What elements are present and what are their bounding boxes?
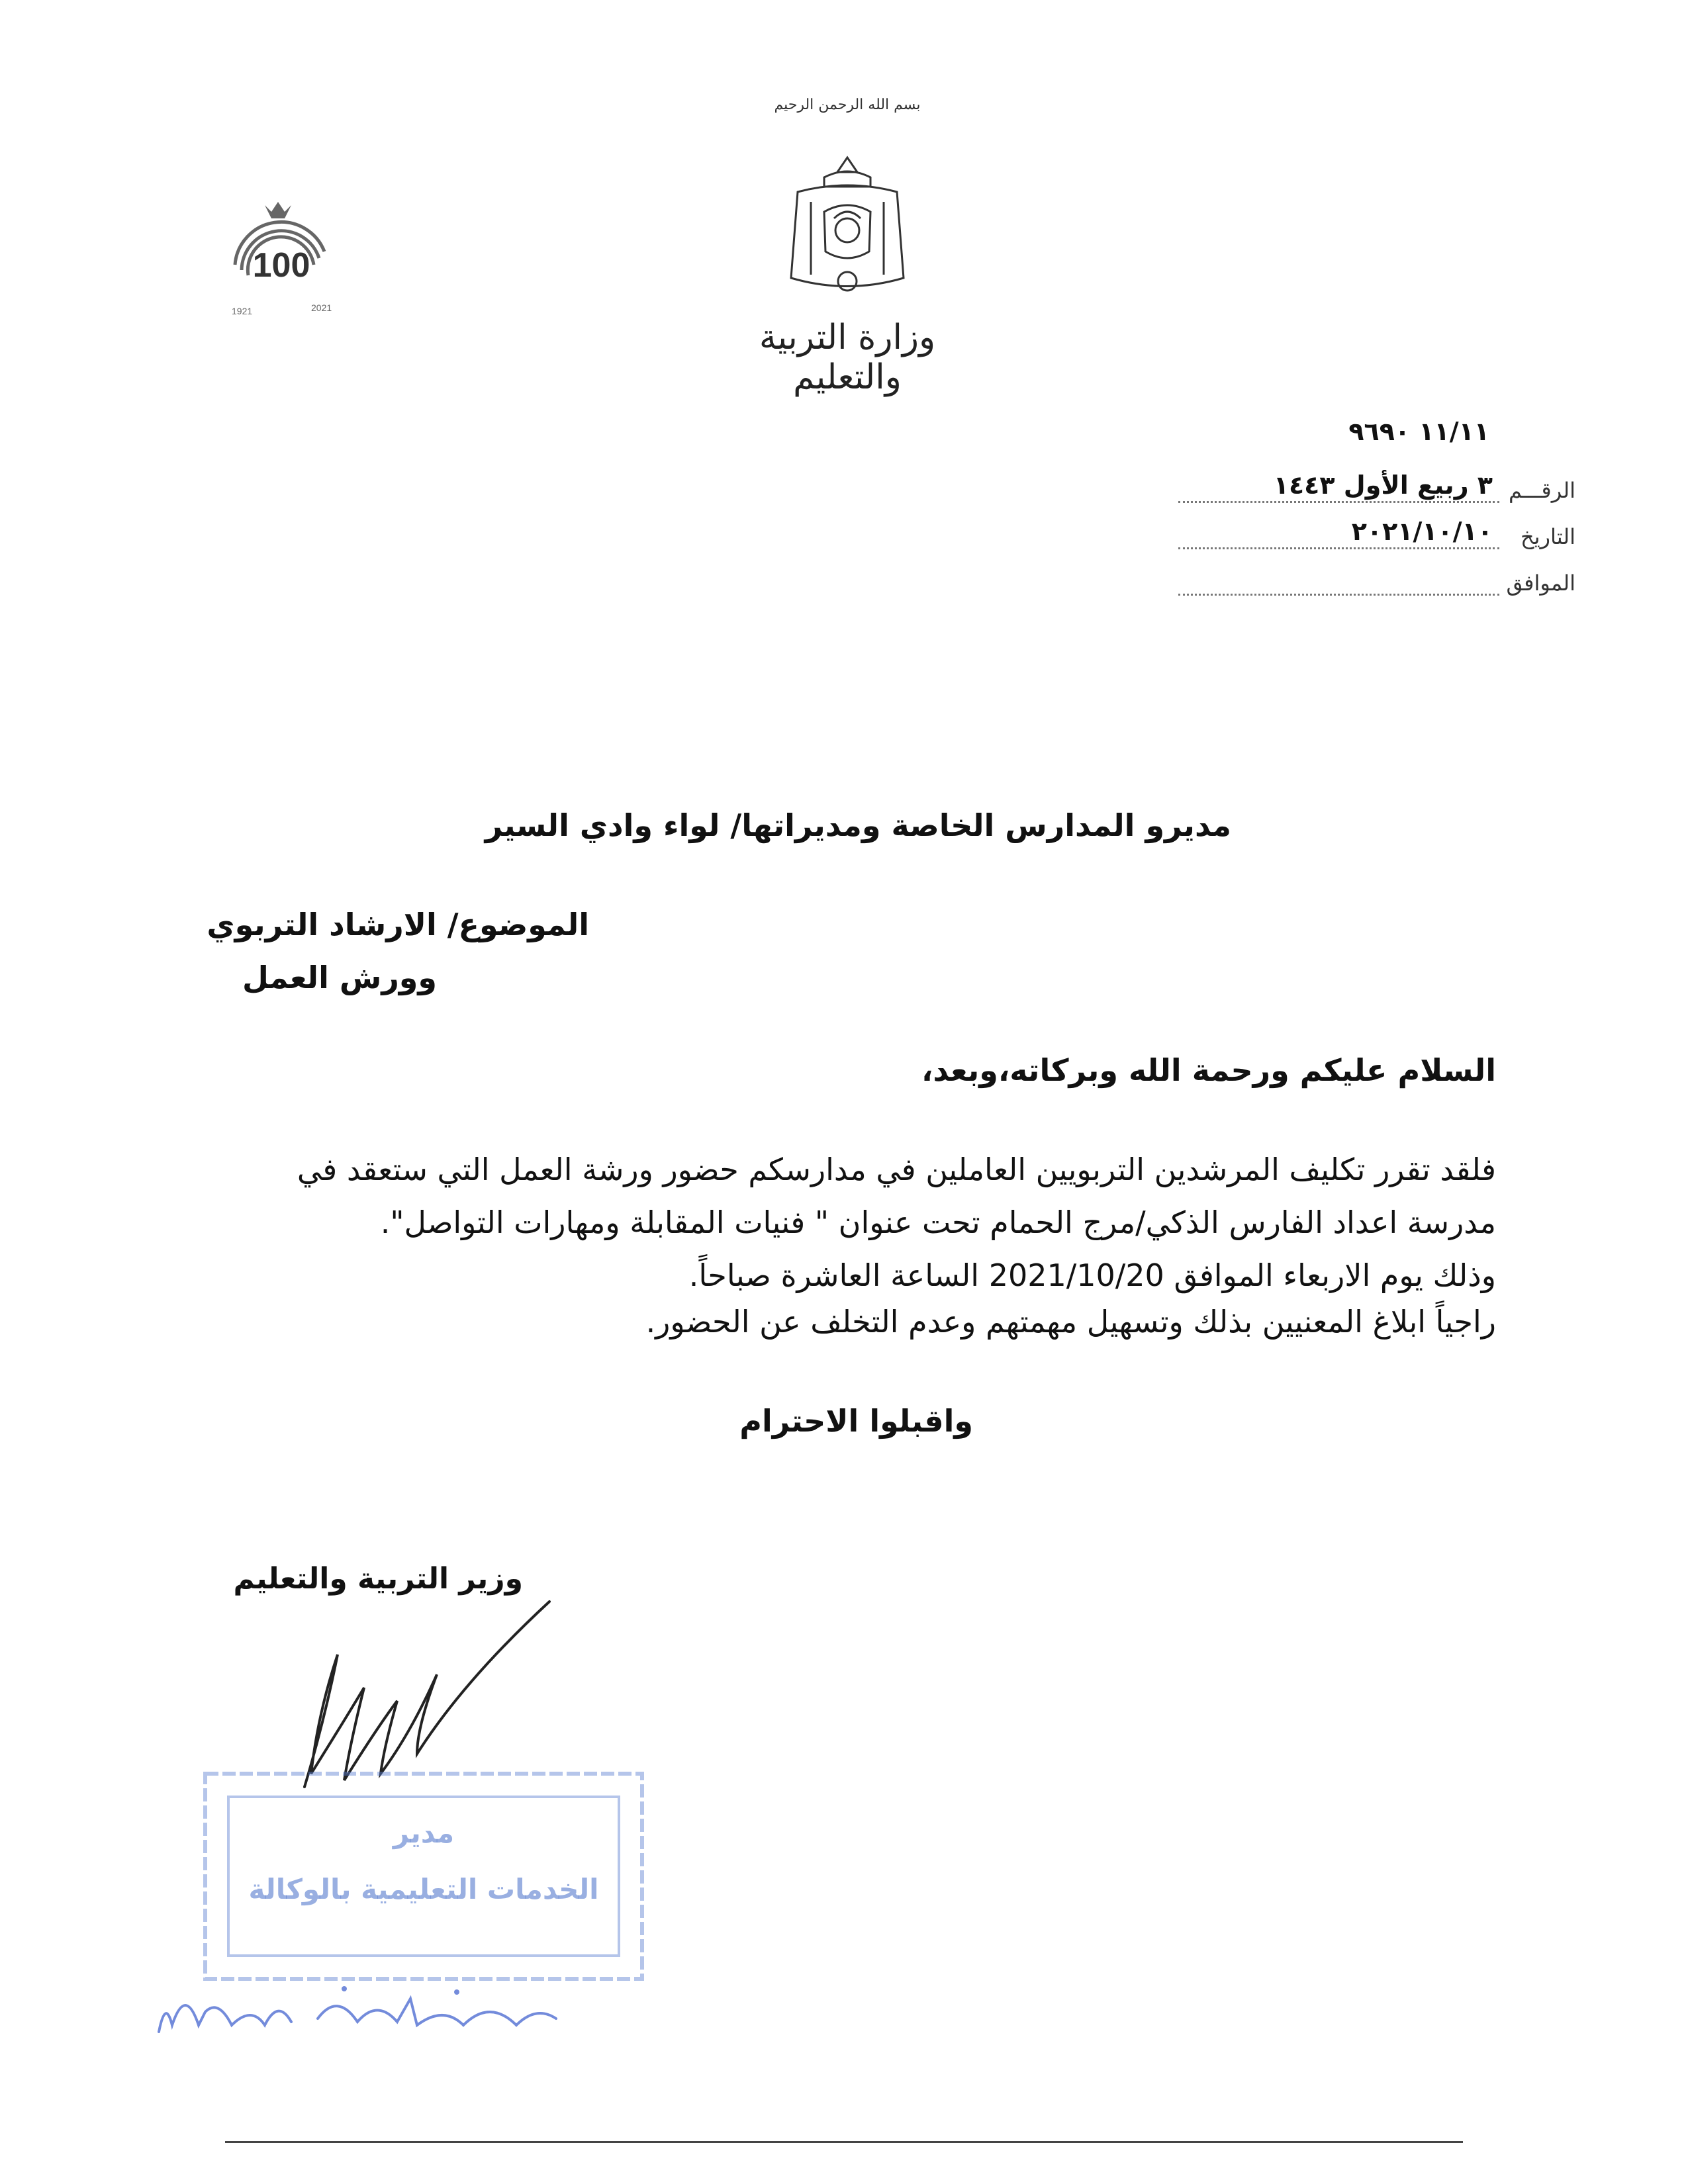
centenary-number: 100 xyxy=(252,246,310,285)
date-row xyxy=(1178,503,1575,549)
date-label: التاريخ xyxy=(1520,524,1575,549)
ministry-name: وزارة التربية والتعليم xyxy=(759,318,936,397)
corresponding-value xyxy=(1178,562,1499,596)
jordan-coat-of-arms-icon xyxy=(778,152,917,304)
signatory-title: وزير التربية والتعليم xyxy=(233,1562,523,1596)
stamp-line-2: الخدمات التعليمية بالوكالة xyxy=(248,1873,599,1905)
jordan-centenary-logo-icon xyxy=(212,192,344,324)
hijri-date-value: ٣ ربيع الأول ١٤٤٣ xyxy=(1178,469,1499,503)
handwritten-name-scribble xyxy=(146,1959,569,2052)
subject-line-1: الموضوع/ الارشاد التربوي xyxy=(207,907,589,942)
body-line: فلقد تقرر تكليف المرشدين التربويين العاملين في مدارسكم حضور ورشة العمل التي ستعقد في xyxy=(297,1152,1496,1187)
addressee: مديرو المدارس الخاصة ومديراتها/ لواء وادي السير xyxy=(485,807,1231,843)
stamp-line-1: مدير xyxy=(393,1817,455,1849)
number-label: الرقـــم xyxy=(1508,478,1575,503)
body-line: وذلك يوم الاربعاء الموافق 2021/10/20 الساعة العاشرة صباحاً. xyxy=(688,1257,1496,1293)
gregorian-date-value: ٢٠٢١/١٠/١٠ xyxy=(1178,516,1499,549)
centenary-year-start: 1921 xyxy=(232,306,253,316)
closing: واقبلوا الاحترام xyxy=(739,1403,973,1439)
body-line: راجياً ابلاغ المعنيين بذلك وتسهيل مهمتهم وعدم التخلف عن الحضور. xyxy=(645,1304,1496,1340)
reference-number-value: ١١/١١ ٩٦٩٠ xyxy=(1348,417,1489,446)
footer-divider xyxy=(225,2141,1463,2143)
basmala-text: بسم الله الرحمن الرحيم xyxy=(774,97,921,113)
corresponding-row xyxy=(1178,549,1575,596)
body-line: مدرسة اعداد الفارس الذكي/مرج الحمام تحت عنوان " فنيات المقابلة ومهارات التواصل". xyxy=(380,1205,1496,1240)
hijri-date-row xyxy=(1178,457,1575,503)
subject-line-2: وورش العمل xyxy=(242,960,437,995)
centenary-year-end: 2021 xyxy=(311,302,332,313)
greeting: السلام عليكم ورحمة الله وبركاته،وبعد، xyxy=(921,1052,1496,1088)
corresponding-label: الموافق xyxy=(1506,570,1575,596)
